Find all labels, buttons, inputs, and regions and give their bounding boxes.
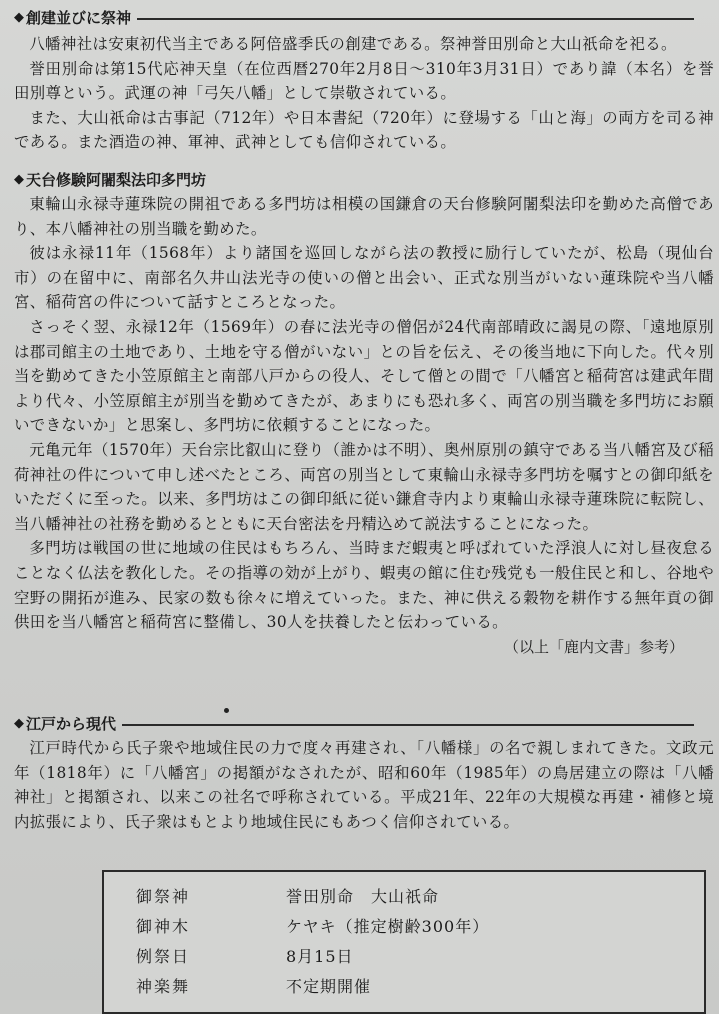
section-heading (14, 712, 714, 734)
paragraph: 多門坊は戦国の世に地域の住民はもちろん、当時まだ蝦夷と呼ばれていた浮浪人に対し昼夜怠ることなく仏法を教化した。その指導の効が上がり、蝦夷の館に住む残党も一般住民と和し、谷地や空野の開拓が進み、民家の数も徐々に増えていった。また、神に供える穀物を耕作する無年貢の御供田を当八幡宮と稲荷宮に整備し、30人を扶養したと伝わっている。 (14, 539, 714, 632)
heading-rule (137, 18, 694, 20)
info-label: 御祭神 (136, 886, 191, 906)
section-tamonbo (14, 168, 714, 659)
info-value: ケヤキ（推定樹齢300年） (286, 916, 490, 936)
section-heading (14, 168, 714, 190)
citation: （以上「鹿内文書」参考） (503, 637, 684, 656)
section-body (14, 192, 714, 659)
paragraph: また、大山祇命は古事記（712年）や日本書紀（720年）に登場する「山と海」の両方を司る神である。また酒造の神、軍神、武神としても信仰されている。 (14, 108, 714, 152)
diamond-bullet-icon: ◆ (14, 9, 24, 25)
section-title: 江戸から現代 (26, 714, 117, 733)
info-value: 8月15日 (286, 946, 354, 966)
info-row (104, 970, 704, 1000)
heading-rule (122, 724, 694, 726)
paragraph: 江戸時代から氏子衆や地域住民の力で度々再建され、「八幡様」の名で親しまれてきた。文政元年（1818年）に「八幡宮」の掲額がなされたが、昭和60年（1985年）の鳥居建立の際は「八幡神社」と掲額され、以来この社名で呼称されている。平成21年、22年の大規模な再建・補修と境内拡張により、氏子衆はもとより地域住民にもあつく信仰されている。 (14, 739, 714, 831)
info-label: 御神木 (136, 916, 191, 936)
info-label: 神楽舞 (136, 976, 191, 996)
diamond-bullet-icon: ◆ (14, 715, 24, 731)
section-heading (14, 6, 714, 28)
section-body (14, 32, 714, 155)
paragraph: 誉田別命は第15代応神天皇（在位西暦270年2月8日〜310年3月31日）であり諱（本名）を誉田別尊という。武運の神「弓矢八幡」として崇敬されている。 (14, 59, 714, 103)
info-value: 誉田別命 大山祇命 (286, 886, 440, 906)
section-title: 創建並びに祭神 (26, 8, 132, 27)
section-title: 天台修験阿闍梨法印多門坊 (26, 170, 207, 189)
paragraph: さっそく翌、永禄12年（1569年）の春に法光寺の僧侶が24代南部晴政に謁見の際、「遠地原別は郡司館主の土地であり、土地を守る僧がいない」との旨を伝え、その後当地に下向した。代々別当を勤めてきた小笠原館主と南部八戸からの役人、そして僧との間で「八幡宮と稲荷宮は建武年間より代々、小笠原館主が別当を勤めてきたが、あまりにも恐れ多く、両宮の別当職を多門坊にお願いできないか」と思案し、多門坊に依頼することになった。 (14, 317, 714, 435)
info-row (104, 940, 704, 970)
paragraph: 東輪山永禄寺蓮珠院の開祖である多門坊は相模の国鎌倉の天台修験阿闍梨法印を勤めた高僧であり、本八幡神社の別当職を勤めた。 (14, 195, 714, 238)
info-value: 不定期開催 (286, 976, 372, 996)
section-founding (14, 6, 714, 155)
diamond-bullet-icon: ◆ (14, 171, 24, 187)
paragraph: 八幡神社は安東初代当主である阿倍盛季氏の創建である。祭神誉田別命と大山祇命を祀る。 (29, 35, 677, 53)
info-row (104, 910, 704, 940)
paragraph: 元亀元年（1570年）天台宗比叡山に登り（誰かは不明）、奥州原別の鎮守である当八幡宮及び稲荷神社の件について申し述べたところ、両宮の別当として東輪山永禄寺多門坊を嘱すとの御印紙をいただくに至った。以来、多門坊はこの御印紙に従い鎌倉寺内より東輪山永禄寺蓮珠院に転院し、当八幡神社の社務を勤めるとともに天台密法を丹精込めて説法することになった。 (14, 440, 714, 533)
pin-dot (224, 708, 229, 713)
info-row (104, 880, 704, 910)
info-box (102, 870, 706, 1014)
section-edo-to-present (14, 712, 714, 834)
info-label: 例祭日 (136, 946, 191, 966)
paragraph: 彼は永禄11年（1568年）より諸国を巡回しながら法の教授に励行していたが、松島（現仙台市）の在留中に、南部名久井山法光寺の使いの僧と出会い、正式な別当がいない蓮珠院や当八幡宮、稲荷宮の件について話すところとなった。 (14, 244, 714, 312)
section-body (14, 736, 714, 834)
